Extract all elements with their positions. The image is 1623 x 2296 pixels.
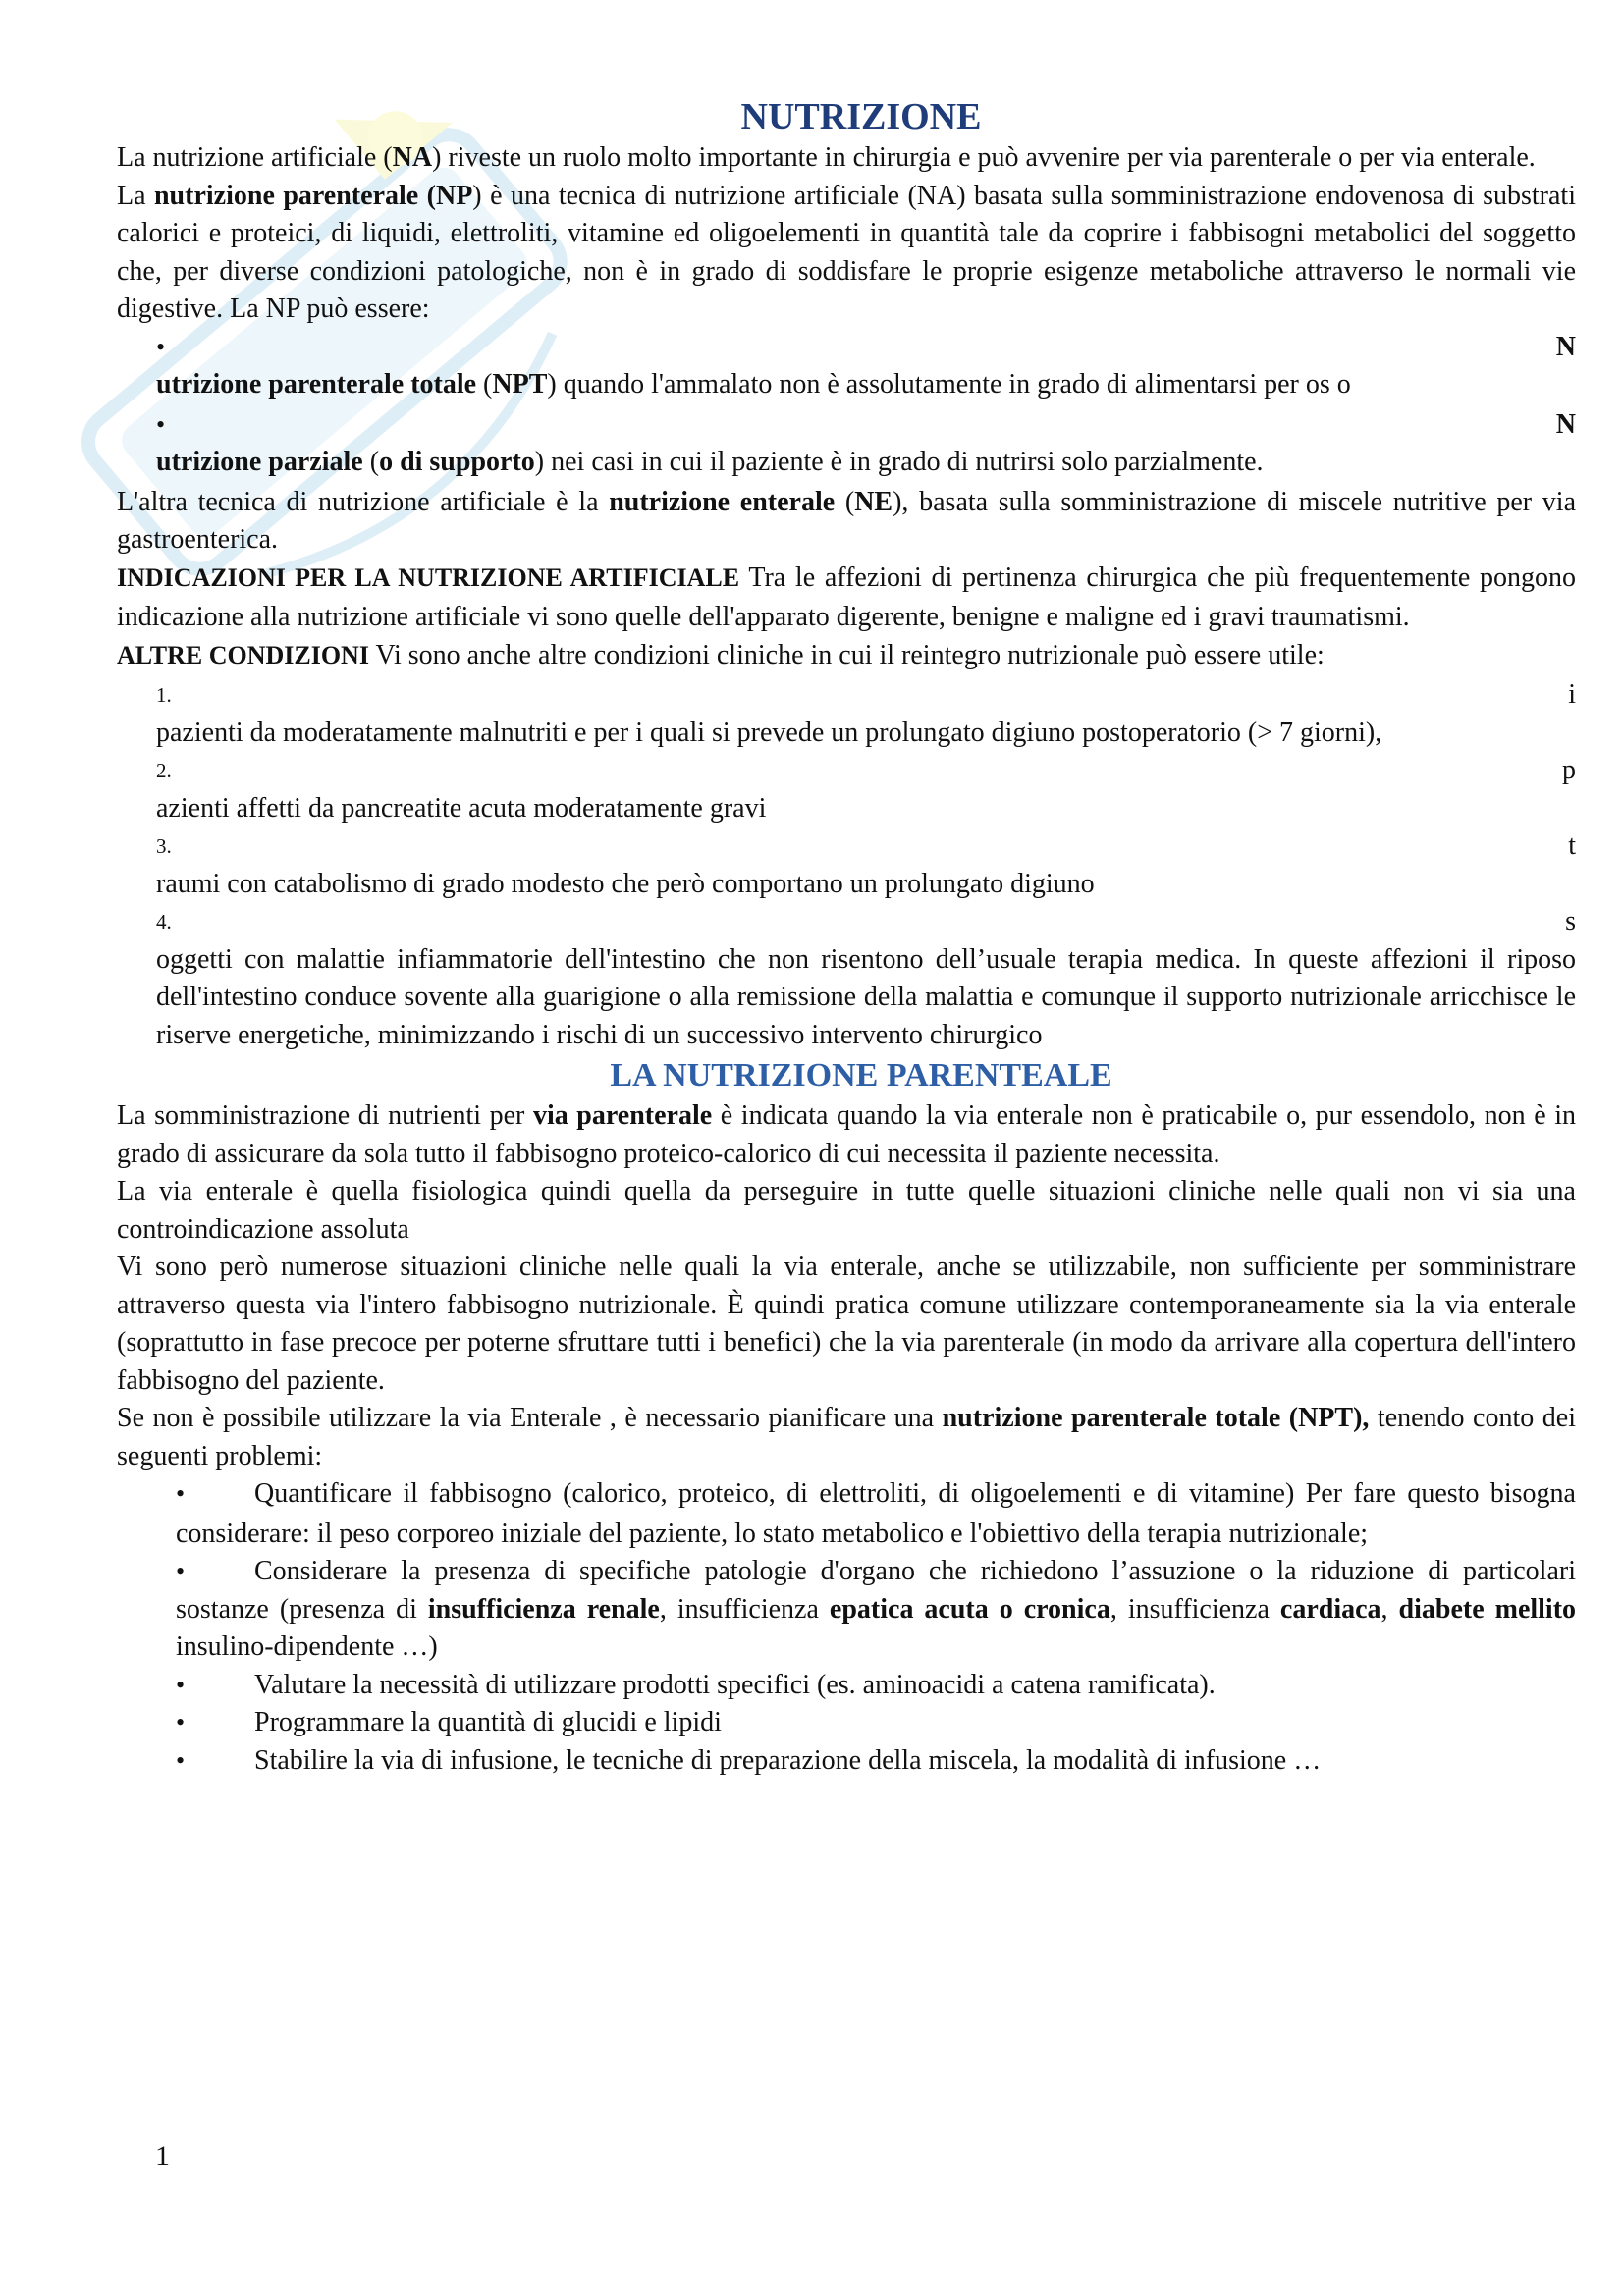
intro-paragraph-2 (117, 178, 1576, 329)
bold-span: NE (854, 486, 893, 517)
bold-span: NPT (492, 369, 548, 400)
text-span: ), basata sulla somministrazione di miscele nutritive per via gastroenterica. (117, 486, 1577, 555)
section-label: ALTRE CONDIZIONI (117, 640, 369, 669)
bold-span: diabete mellito (1398, 1593, 1577, 1625)
np-type-text-2 (117, 444, 1576, 484)
bullet-icon: • (176, 1670, 186, 1699)
bullet-icon: • (156, 332, 166, 361)
bold-span: insufficienza renale (427, 1593, 660, 1625)
np-type-row-1 (117, 329, 1576, 367)
bullet-icon: • (176, 1745, 186, 1775)
drop-cap: t (1568, 830, 1576, 861)
list-number: 2. (156, 759, 172, 782)
bold-span: epatica acuta o cronica (829, 1593, 1110, 1625)
bold-span: nutrizione parenterale totale (NPT), (942, 1403, 1370, 1433)
condition-row-1 (117, 676, 1576, 715)
problem-item-5 (117, 1742, 1576, 1781)
bold-span: cardiaca (1279, 1593, 1381, 1625)
bullet-icon: • (176, 1479, 186, 1508)
problem-item-2 (117, 1553, 1576, 1667)
text-span: Per fare questo bisogna considerare: il peso corporeo iniziale del paziente, lo stato metabolico e l'obiettivo della terapia nutrizionale; (176, 1478, 1576, 1549)
section-label: INDICAZIONI PER LA NUTRIZIONE ARTIFICIALE (117, 562, 740, 592)
bold-span: nutrizione parenterale (NP (153, 180, 473, 211)
np-section-paragraph-3: Vi sono però numerose situazioni cliniche nelle quali la via enterale, anche se utilizzabile, non sufficiente per somministrare attraverso questa via l'intero fabbisogno nutrizionale. È quindi pratica comune utilizzare contemporaneamente sia la via enterale (soprattutto in fase precoce per poterne sfruttare tutti i benefici) che la via parenterale (in modo da arrivare alla copertura dell'intero fabbisogno del paziente. (117, 1252, 1576, 1396)
drop-cap: s (1565, 906, 1576, 936)
text-span: Considerare la presenza di specifiche patologie d'organo che richiedono l’assuzione o la riduzione di particolari sostanze (presenza di (176, 1556, 1576, 1625)
text-span: tenendo conto dei seguenti problemi: (117, 1403, 1576, 1471)
problem-text: Stabilire la via di infusione, le tecniche di preparazione della miscela, la modalità di infusione … (254, 1744, 1322, 1776)
page-title: NUTRIZIONE (740, 96, 982, 137)
text-span: Se non è possibile utilizzare la via Enterale , è necessario pianificare una (117, 1403, 943, 1433)
bold-span: NA (392, 142, 433, 173)
text-span: ) è una tecnica di nutrizione artificiale (NA) basata sulla somministrazione endovenosa di substrati calorici e proteici, di liquidi, elettroliti, vitamine ed oligoelementi in quantità tale da coprire i fabbisogni metabolici del soggetto che, per diverse condizioni patologiche, non è in grado di soddisfare le proprie esigenze metaboliche attraverso le normali vie digestive. La NP può essere: (117, 180, 1576, 324)
text-span: , (1380, 1593, 1399, 1625)
text-span: La nutrizione artificiale ( (117, 142, 393, 173)
problem-text: Programmare la quantità di glucidi e lipidi (254, 1707, 722, 1737)
text-span: ) (534, 447, 552, 477)
text-span: La (117, 180, 154, 211)
condition-text-3: raumi con catabolismo di grado modesto che però comportano un prolungato digiuno (156, 868, 1095, 899)
text-span: Vi sono anche altre condizioni cliniche in cui il reintegro nutrizionale può essere utile: (375, 639, 1325, 670)
condition-row-3 (117, 828, 1576, 866)
text-span: , insufficienza (659, 1593, 830, 1625)
text-span: La somministrazione di nutrienti per (117, 1100, 533, 1131)
bullet-icon: • (176, 1708, 186, 1736)
text-span: Tra le affezioni di pertinenza chirurgica che più frequentemente pongono indicazione alla nutrizione artificiale vi sono quelle dell'apparato digerente, benigne e maligne ed i gravi traumatismi. (117, 561, 1576, 632)
problem-item-4 (117, 1704, 1576, 1742)
text-span: ( (362, 447, 380, 477)
altre-paragraph (117, 637, 1576, 677)
drop-cap: i (1568, 679, 1576, 710)
text-span: ( (835, 486, 855, 517)
page-number: 1 (155, 2140, 170, 2172)
bullet-icon: • (176, 1557, 186, 1585)
bold-span: via parenterale (532, 1100, 713, 1131)
ne-paragraph (117, 484, 1576, 560)
list-number: 1. (156, 683, 172, 707)
text-span: ( (476, 369, 493, 400)
indicazioni-paragraph (117, 560, 1576, 637)
text-span: è indicata quando la via enterale non è praticabile o, pur essendolo, non è in grado di assicurare da sola tutto il fabbisogno proteico-calorico di cui necessita il paziente necessita. (117, 1100, 1576, 1169)
bold-span: utrizione parziale (156, 447, 363, 477)
condition-row-2 (117, 752, 1576, 790)
text-span: ) (547, 369, 564, 400)
condition-text-2: azienti affetti da pancreatite acuta moderatamente gravi (156, 792, 767, 824)
problem-item-3 (117, 1667, 1576, 1705)
bold-span: o di supporto (379, 447, 535, 477)
text-span: , insufficienza (1109, 1593, 1280, 1625)
drop-cap: N (1555, 331, 1576, 362)
text-span: insulino-dipendente …) (176, 1631, 438, 1662)
problem-text: Valutare la necessità di utilizzare prodotti specifici (es. aminoacidi a catena ramificata). (254, 1669, 1216, 1700)
document-body (117, 94, 1576, 1780)
problem-text (176, 1475, 1576, 1553)
intro-paragraph-1 (117, 139, 1576, 178)
np-type-row-2 (117, 406, 1576, 445)
text-span: ) riveste un ruolo molto importante in chirurgia e può avvenire per via parenterale o per via enterale. (432, 142, 1536, 173)
np-section-paragraph-2: La via enterale è quella fisiologica quindi quella da perseguire in tutte quelle situazioni cliniche nelle quali non vi sia una controindicazione assoluta (117, 1176, 1576, 1245)
bold-span: nutrizione enterale (609, 486, 836, 517)
bullet-icon: • (156, 409, 166, 439)
condition-text-1: pazienti da moderatamente malnutriti e per i quali si prevede un prolungato digiuno postoperatorio (> 7 giorni), (156, 717, 1382, 748)
np-type-text-1 (117, 366, 1576, 406)
condition-row-4 (117, 903, 1576, 941)
np-section-paragraph-4 (117, 1400, 1576, 1475)
drop-cap: N (1555, 408, 1576, 440)
condition-text-4: oggetti con malattie infiammatorie dell'intestino che non risentono dell’usuale terapia medica. In queste affezioni il riposo dell'intestino conduce sovente alla guarigione o alla remissione della malattia e comunque il supporto nutrizionale arricchisce le riserve energetiche, minimizzando i rischi di un successivo intervento chirurgico (156, 943, 1576, 1050)
bold-span: utrizione parenterale totale (156, 369, 477, 400)
text-span: quando l'ammalato non è assolutamente in grado di alimentarsi per os o (563, 369, 1351, 400)
text-span: nei casi in cui il paziente è in grado di nutrirsi solo parzialmente. (551, 447, 1264, 477)
np-section-paragraph-1 (117, 1097, 1576, 1173)
problem-item-1 (117, 1475, 1576, 1553)
list-number: 4. (156, 910, 172, 934)
drop-cap: p (1562, 755, 1576, 785)
text-span: L'altra tecnica di nutrizione artificiale è la (117, 486, 610, 517)
section-subtitle: LA NUTRIZIONE PARENTEALE (610, 1057, 1112, 1094)
list-number: 3. (156, 834, 172, 858)
text-span: Quantificare il fabbisogno (calorico, proteico, di elettroliti, di oligoelementi e di vitamine) (254, 1478, 1306, 1509)
problem-text (176, 1553, 1576, 1667)
